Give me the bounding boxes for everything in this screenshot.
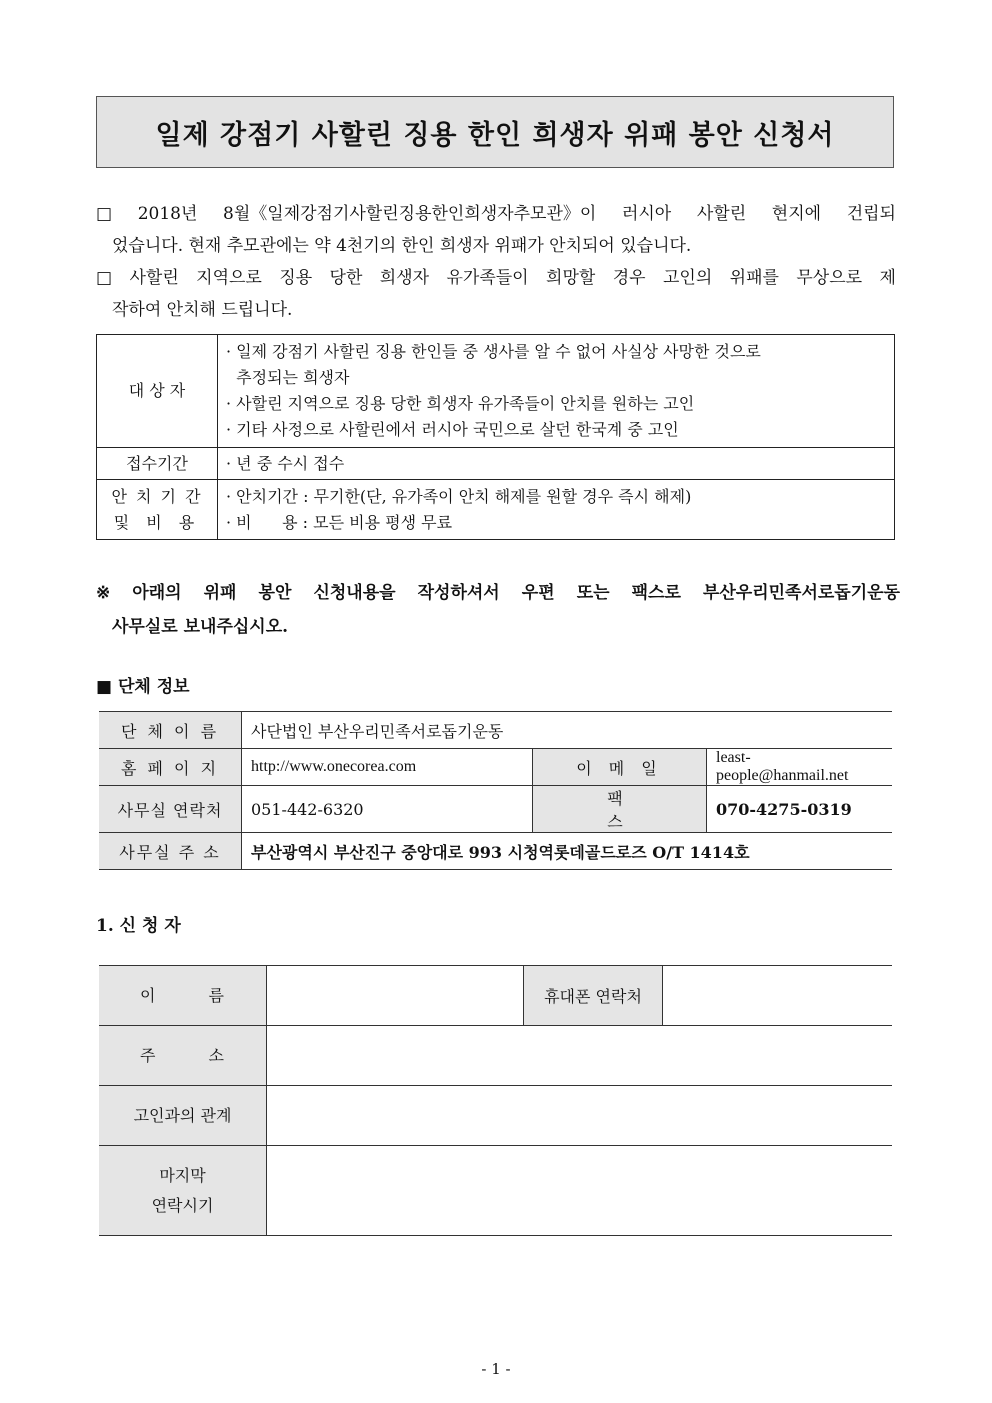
word: 또는 [576, 583, 610, 603]
word: 2018년 [137, 204, 198, 224]
intro-p2-line2: 작하여 안치해 드립니다. [112, 300, 293, 320]
relation-field[interactable] [267, 1086, 893, 1146]
form-title-box [96, 96, 894, 168]
word: 러시아 [621, 204, 672, 224]
target-item: · 사할린 지역으로 징용 당한 희생자 유가족들이 안치를 원하는 고인 [226, 394, 695, 413]
email-value[interactable]: least-people@hanmail.net [707, 749, 893, 786]
word: 건립되 [846, 204, 896, 224]
term-label [97, 480, 218, 540]
word: 희망할 [546, 268, 596, 288]
mobile-field[interactable] [663, 966, 893, 1026]
word: 부산우리민족서로돕기운동 [702, 583, 900, 603]
word: 신청내용을 [313, 583, 396, 603]
intro-p2-line1 [96, 262, 896, 294]
word: 희생자 [379, 268, 430, 288]
checkbox-glyph: □ [96, 268, 113, 288]
word: 경우 [612, 268, 646, 288]
target-items [218, 335, 895, 448]
term-item: · 비 용 : 모든 비용 평생 무료 [226, 512, 453, 532]
word: 지역으로 [196, 268, 262, 288]
mobile-label: 휴대폰 연락처 [524, 966, 663, 1026]
word: 유가족들이 [446, 268, 529, 288]
phone-label: 사무실 연락처 [99, 786, 242, 833]
target-label: 대 상 자 [97, 335, 218, 448]
org-section-heading: ■ 단체 정보 [96, 677, 190, 697]
applicant-name-label: 이 름 [99, 966, 267, 1026]
org-name-value: 사단법인 부산우리민족서로돕기운동 [242, 712, 893, 749]
word: 징용 [279, 268, 313, 288]
applicant-address-field[interactable] [267, 1026, 893, 1086]
word: 봉안 [258, 583, 292, 603]
intro-paragraph-1 [96, 198, 896, 262]
page-number: - 1 - [481, 1360, 511, 1378]
period-value: · 년 중 수시 접수 [218, 448, 895, 480]
word: 위패 [203, 583, 237, 603]
fax-value: 070-4275-0319 [707, 786, 893, 833]
word: 작성하셔서 [417, 583, 500, 603]
last-contact-label-line2: 연락시기 [151, 1195, 214, 1215]
word: 사할린 [696, 204, 747, 224]
word: 현지에 [771, 204, 822, 224]
word: 아래의 [132, 583, 182, 603]
intro-p1-line1 [96, 198, 896, 230]
target-item: 추정되는 희생자 [226, 368, 350, 387]
word: 무상으로 [796, 268, 863, 288]
term-label-line2: 및 비 용 [113, 512, 201, 532]
intro-paragraph-2 [96, 262, 896, 326]
term-item: · 안치기간 : 무기한(단, 유가족이 안치 해제를 원할 경우 즉시 해제) [226, 486, 692, 506]
phone-value: 051-442-6320 [242, 786, 533, 833]
address-label: 사무실 주 소 [99, 833, 242, 870]
form-title: 일제 강점기 사할린 징용 한인 희생자 위패 봉안 신청서 [155, 119, 835, 151]
relation-label: 고인과의 관계 [99, 1086, 267, 1146]
org-name-label: 단 체 이 름 [99, 712, 242, 749]
org-info-table [99, 711, 892, 870]
applicant-name-field[interactable] [267, 966, 524, 1026]
notice-line2: 사무실로 보내주십시오. [112, 617, 289, 637]
word: 고인의 [662, 268, 713, 288]
homepage-value[interactable]: http://www.onecorea.com [242, 749, 533, 786]
last-contact-label-line1: 마지막 [159, 1165, 206, 1185]
homepage-label: 홈 페 이 지 [99, 749, 242, 786]
word: 위패를 [729, 268, 779, 288]
last-contact-label [99, 1146, 267, 1236]
term-items [218, 480, 895, 540]
period-label: 접수기간 [97, 448, 218, 480]
info-table [96, 334, 895, 540]
checkbox-glyph: □ [96, 204, 113, 224]
word: 우편 [521, 583, 555, 603]
intro-p1-line2: 었습니다. 현재 추모관에는 약 4천기의 한인 희생자 위패가 안치되어 있습니다. [112, 236, 692, 256]
notice [96, 576, 900, 644]
word: 사할린 [129, 268, 179, 288]
word: 8월《일제강점기사할린징용한인희생자추모관》이 [223, 204, 597, 224]
word: ※ [96, 583, 111, 603]
word: 팩스로 [631, 583, 681, 603]
applicant-table [99, 965, 892, 1236]
email-label: 이 메 일 [533, 749, 707, 786]
word: 당한 [329, 268, 363, 288]
last-contact-field[interactable] [267, 1146, 893, 1236]
applicant-section-heading: 1. 신 청 자 [96, 916, 181, 936]
target-item: · 일제 강점기 사할린 징용 한인들 중 생사를 알 수 없어 사실상 사망한 것으로 [226, 342, 761, 361]
term-label-line1: 안 치 기 간 [111, 486, 203, 506]
notice-line1 [96, 576, 900, 610]
target-item: · 기타 사정으로 사할린에서 러시아 국민으로 살던 한국계 중 고인 [226, 420, 679, 439]
word: 제 [879, 268, 896, 288]
fax-label: 팩 스 [533, 786, 707, 833]
applicant-address-label: 주 소 [99, 1026, 267, 1086]
address-value: 부산광역시 부산진구 중앙대로 993 시청역롯데골드로즈 O/T 1414호 [242, 833, 893, 870]
